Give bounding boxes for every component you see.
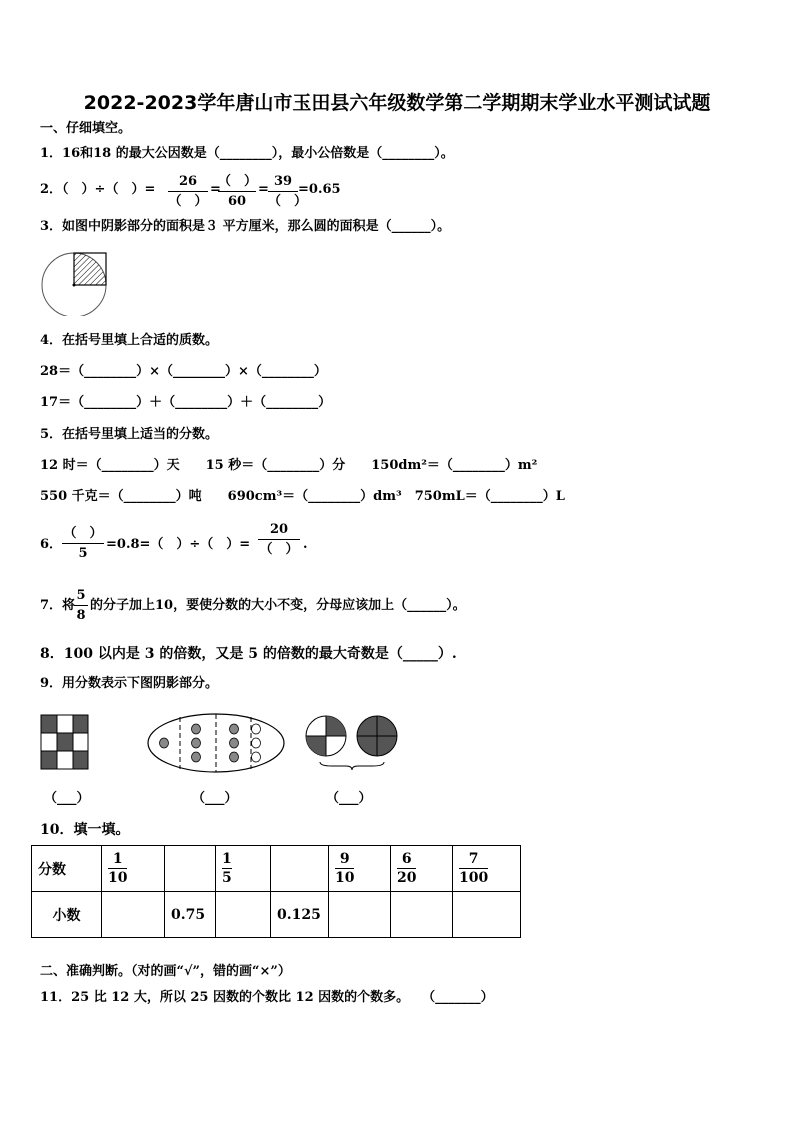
figure-1-blank: （___）: [44, 791, 90, 806]
question-2-prefix: 2．（ ）÷（ ）=: [40, 182, 156, 197]
question-4b: 17＝（________）＋（________）＋（________）: [40, 395, 332, 410]
fraction-numerator: 1: [112, 851, 123, 867]
question-1: 1．16和18 的最大公因数是（________），最小公倍数是（________）。: [40, 146, 454, 161]
fraction-denominator: （ ）: [268, 194, 308, 209]
question-2-fraction-2: [218, 174, 256, 209]
table-cell: [329, 846, 391, 892]
fraction-denominator: 10: [108, 870, 128, 886]
figure-2-blank: （___）: [192, 791, 238, 806]
fraction-numerator: 1: [222, 851, 232, 867]
row-header: 分数: [32, 846, 102, 892]
fraction-numerator: 9: [339, 851, 350, 867]
question-6-fraction-2: [258, 522, 300, 557]
fraction-denominator: 100: [459, 870, 489, 886]
fraction-denominator: （ ）: [259, 542, 299, 557]
question-4a: 28＝（________）×（________）×（________）: [40, 364, 327, 379]
fraction-numerator: 6: [401, 851, 412, 867]
table-cell: [216, 892, 271, 938]
table-row: [32, 846, 521, 892]
question-5: 5．在括号里填上适当的分数。: [40, 427, 219, 442]
question-4: 4．在括号里填上合适的质数。: [40, 333, 219, 348]
fraction-numerator: 7: [468, 851, 479, 867]
question-7-suffix: 的分子加上10，要使分数的大小不变，分母应该加上（______）。: [90, 598, 466, 613]
oval-dots-figure: [146, 712, 286, 774]
table-cell: [391, 846, 453, 892]
question-11: 11．25 比 12 大，所以 25 因数的个数比 12 因数的个数多。 （_______）: [40, 990, 494, 1005]
table-cell: [102, 892, 165, 938]
question-5b: 550 千克＝（________）吨 690cm³＝（________）dm³ 750mL＝（________）L: [40, 489, 565, 504]
question-2-fraction-3: [268, 174, 308, 209]
equals-sign: =: [210, 182, 221, 197]
question-2-suffix: =0.65: [298, 182, 341, 197]
checkerboard-figure: [40, 714, 90, 770]
section-heading-2: 二、准确判断。（对的画“√”，错的画“×”）: [40, 964, 291, 979]
fraction-numerator: 5: [76, 588, 86, 603]
table-cell: 0.75: [165, 892, 216, 938]
row-header: 小数: [32, 892, 102, 938]
table-cell: [329, 892, 391, 938]
fraction-numerator: 26: [178, 174, 198, 189]
section-heading-1: 一、仔细填空。: [40, 121, 132, 136]
fraction-numerator: 39: [273, 174, 293, 189]
period: .: [303, 537, 308, 552]
table-cell: [165, 846, 216, 892]
two-circles-figure: [302, 712, 402, 774]
fraction-denominator: 5: [78, 546, 88, 561]
equals-sign: =: [258, 182, 269, 197]
table-cell: 0.125: [271, 892, 329, 938]
table-cell: [271, 846, 329, 892]
page-title: 2022-2023学年唐山市玉田县六年级数学第二学期期末学业水平测试试题: [83, 92, 711, 114]
table-cell: [216, 846, 271, 892]
fraction-denominator: （ ）: [168, 194, 208, 209]
fraction-denominator: 5: [222, 870, 232, 886]
question-7-prefix: 7．将: [40, 598, 76, 613]
question-6-label: 6．: [40, 537, 63, 552]
table-cell: [102, 846, 165, 892]
question-9: 9．用分数表示下图阴影部分。: [40, 676, 219, 691]
fraction-numerator: （ ）: [218, 174, 258, 189]
fraction-denominator: 60: [227, 194, 247, 209]
fraction-denominator: 8: [76, 608, 86, 623]
question-5a: 12 时＝（________）天 15 秒＝（________）分 150dm²＝（________）m²: [40, 458, 538, 473]
circle-figure: [38, 246, 118, 316]
table-cell: [453, 892, 521, 938]
question-2-fraction-1: [168, 174, 208, 209]
table-cell: [453, 846, 521, 892]
table-cell: [391, 892, 453, 938]
figure-3-blank: （___）: [326, 791, 372, 806]
question-7-fraction: [74, 588, 88, 623]
question-8: 8．100 以内是 3 的倍数，又是 5 的倍数的最大奇数是（_____）.: [40, 646, 457, 662]
table-row: [32, 892, 521, 938]
fraction-denominator: 20: [397, 870, 417, 886]
fraction-denominator: 10: [335, 870, 355, 886]
fraction-numerator: 20: [269, 522, 289, 537]
question-6-fraction-1: [62, 526, 104, 561]
question-6-middle: =0.8=（ ）÷（ ）=: [106, 537, 251, 552]
fraction-decimal-table: [31, 845, 521, 938]
fraction-numerator: （ ）: [63, 526, 103, 541]
question-3: 3．如图中阴影部分的面积是３ 平方厘米，那么圆的面积是（______）。: [40, 219, 451, 234]
question-10: 10．填一填。: [40, 822, 130, 838]
